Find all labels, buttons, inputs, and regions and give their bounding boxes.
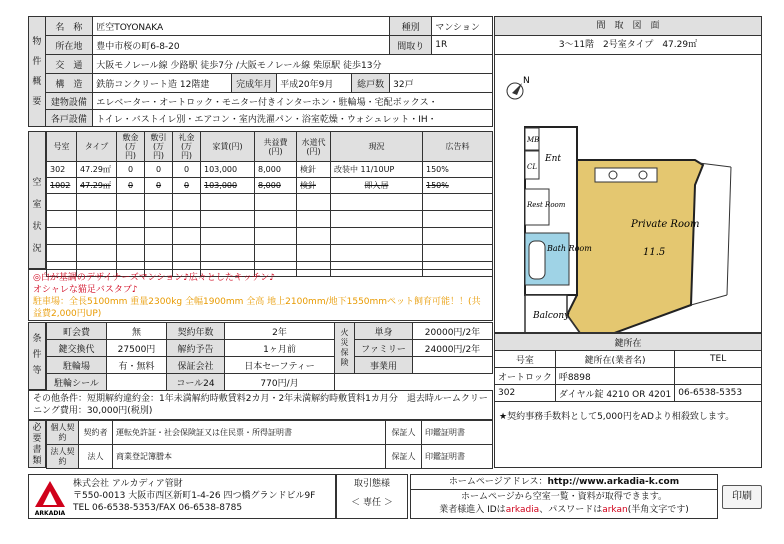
deal-label: 取引態様 — [353, 479, 390, 489]
property-side-label: 物件概要 — [29, 17, 46, 127]
kitchen-counter — [595, 168, 657, 182]
property-building-equipment: エレベーター・オートロック・モニター付きインターホン・駐輪場・宅配ボックス・ — [93, 93, 493, 110]
cond-label: ファミリー — [355, 340, 413, 357]
vacancy-row — [47, 162, 493, 178]
doc-guarantor-list: 印鑑証明書 — [422, 421, 493, 445]
cond-value — [413, 357, 493, 374]
vacancy-header: 家賃(円) — [201, 132, 255, 162]
floorplan-drawing — [495, 55, 761, 332]
label-layout: 間取り — [390, 36, 432, 55]
keys-title: 鍵所在 — [495, 334, 762, 351]
conditions-table — [46, 322, 493, 391]
room-label: Balcony — [533, 311, 570, 321]
vacancy-header: タイプ — [77, 132, 117, 162]
homepage-address-row — [411, 475, 717, 490]
fire-insurance-label: 火災保険 — [335, 323, 355, 374]
label-name: 名 称 — [45, 17, 93, 36]
floorplan-title: 間 取 図 面 — [495, 17, 761, 36]
cond-value: 770円/月 — [225, 374, 335, 391]
cond-value: 無 — [107, 323, 167, 340]
label-structure: 構 造 — [45, 74, 93, 93]
homepage-line2: 業者様進入 IDはarkadia、パスワードはarkan(半角文字です) — [439, 505, 689, 515]
doc-corporate: 法人 — [79, 445, 113, 469]
property-type: マンション — [432, 17, 493, 36]
cond-value: 20000円/2年 — [413, 323, 493, 340]
homepage-label: ホームページアドレス： — [448, 477, 548, 487]
property-built: 平成20年9月 — [277, 74, 352, 93]
property-access: 大阪モノレール線 少路駅 徒歩7分 /大阪モノレール線 柴原駅 徒歩13分 — [93, 55, 493, 74]
vacancy-cell: 即入居 — [331, 178, 423, 194]
vacancy-row-empty — [47, 194, 493, 211]
remarks-box — [28, 269, 493, 321]
vacancy-header: 現況 — [331, 132, 423, 162]
doc-guarantor: 保証人 — [386, 445, 422, 469]
cond-label: コール24 — [167, 374, 225, 391]
vacancy-cell: 103,000 — [201, 178, 255, 194]
homepage-box — [410, 474, 718, 519]
keys-note: ★契約事務手数料として5,000円をADより相殺致します。 — [499, 412, 735, 422]
compass-icon — [507, 76, 530, 99]
label-built: 完成年月 — [232, 74, 277, 93]
vacancy-header: 礼金(万円) — [173, 132, 201, 162]
vacancy-cell: 0 — [173, 178, 201, 194]
remarks-parking: 駐車場：全長5100mm 重量2300kg 全幅1900mm 全高 地上2100mm/地下1550mmペット飼育可能！！(共益費2,000円UP) — [33, 297, 481, 319]
vacancy-cell: 8,000 — [255, 162, 297, 178]
vacancy-cell: 検針 — [297, 162, 331, 178]
vacancy-row-empty — [47, 228, 493, 245]
vacancy-cell: 103,000 — [201, 162, 255, 178]
cond-label: 保証会社 — [167, 357, 225, 374]
room-label: Ent — [545, 154, 561, 164]
vacancy-cell: 8,000 — [255, 178, 297, 194]
north-label: N — [523, 76, 530, 86]
label-type: 種別 — [390, 17, 432, 36]
cond-label: 事業用 — [355, 357, 413, 374]
label-address: 所在地 — [45, 36, 93, 55]
homepage-pw: arkan — [602, 505, 628, 515]
homepage-id: arkadia — [505, 505, 540, 515]
label-building-equipment: 建物設備 — [45, 93, 93, 110]
keys-header: 号室 — [495, 351, 556, 368]
property-name: 匠空TOYONAKA — [93, 17, 390, 36]
vacancy-cell: 0 — [173, 162, 201, 178]
vacancy-side-label: 空室状況 — [28, 131, 46, 269]
keys-cell: ダイヤル錠 4210 OR 4201 — [555, 385, 674, 402]
remarks-line: オシャレな猫足バスタブ♪ — [33, 285, 138, 295]
print-button-label: 印刷 — [732, 491, 752, 502]
company-tel: TEL 06-6538-5353/FAX 06-6538-8785 — [73, 503, 243, 513]
company-name: 株式会社 アルカディア管財 — [73, 479, 183, 489]
room-label: Rest Room — [527, 201, 566, 209]
floorplan-panel — [494, 16, 762, 333]
cond-label: 町会費 — [47, 323, 107, 340]
cond-label: 駐輪シール — [47, 374, 107, 391]
keys-cell: 302 — [495, 385, 556, 402]
cond-label: 契約年数 — [167, 323, 225, 340]
company-address: 〒550-0013 大阪市西区新町1-4-26 四つ橋グランドビル9F — [73, 491, 316, 501]
private-room-label: Private Room — [631, 219, 700, 230]
cond-value: 24000円/2年 — [413, 340, 493, 357]
documents-table — [46, 420, 493, 469]
deal-box — [336, 474, 408, 519]
vacancy-header: 広告料 — [423, 132, 493, 162]
vacancy-cell: 47.29㎡ — [77, 162, 117, 178]
conditions-side-label: 条件等 — [28, 322, 46, 390]
property-layout: 1R — [432, 36, 493, 55]
room-label: CL — [527, 163, 538, 171]
company-box — [28, 474, 336, 519]
keys-cell: 呼8898 — [555, 368, 674, 385]
keys-cell: オートロック — [495, 368, 556, 385]
logo-text: ARKADIA — [34, 510, 66, 517]
doc-corporate-label: 法人契約 — [47, 445, 79, 469]
keys-table — [494, 333, 762, 402]
vacancy-cell: 47.29㎡ — [77, 178, 117, 194]
doc-contractor: 契約者 — [79, 421, 113, 445]
remarks-line: ◎白が基調のデザイナーズマンション♪広々としたキッチン♪ — [33, 273, 276, 283]
label-unit-equipment: 各戸設備 — [45, 110, 93, 127]
keys-note-box — [494, 401, 762, 468]
vacancy-cell: 150% — [423, 178, 493, 194]
vacancy-header: 敷引(万円) — [145, 132, 173, 162]
cond-label: 解約予告 — [167, 340, 225, 357]
deal-value: ＜ 専任 ＞ — [351, 498, 393, 508]
property-structure: 鉄筋コンクリート造 12階建 — [93, 74, 232, 93]
room-label: MB — [527, 136, 540, 144]
vacancy-header: 水道代(円) — [297, 132, 331, 162]
vacancy-row-empty — [47, 211, 493, 228]
property-address: 豊中市桜の町6-8-20 — [93, 36, 390, 55]
cond-value: 有・無料 — [107, 357, 167, 374]
vacancy-header: 敷金(万円) — [117, 132, 145, 162]
doc-guarantor: 保証人 — [386, 421, 422, 445]
vacancy-cell: 0 — [145, 178, 173, 194]
keys-header: TEL — [675, 351, 762, 368]
vacancy-header: 共益費(円) — [255, 132, 297, 162]
cond-label: 単身 — [355, 323, 413, 340]
label-access: 交 通 — [45, 55, 93, 74]
company-logo — [33, 479, 67, 517]
doc-personal-label: 個人契約 — [47, 421, 79, 445]
cond-value — [107, 374, 167, 391]
print-button[interactable] — [722, 485, 762, 509]
homepage-url[interactable]: http://www.arkadia-k.com — [547, 477, 680, 487]
other-conditions: その他条件：短期解約違約金：1年未満解約時敷賃料2カ月・2年未満解約時敷賃料1カ月分 退去時ルームクリーニング費用：30,000円(税別) — [28, 390, 493, 420]
vacancy-cell: 改装中 11/10UP — [331, 162, 423, 178]
vacancy-table — [46, 131, 493, 277]
cond-value: 2年 — [225, 323, 335, 340]
cond-value: 1ヶ月前 — [225, 340, 335, 357]
vacancy-cell: 302 — [47, 162, 77, 178]
keys-cell: 06-6538-5353 — [675, 385, 762, 402]
homepage-line1: ホームページから空室一覧・資料が取得できます。 — [460, 492, 668, 502]
cond-value: 27500円 — [107, 340, 167, 357]
vacancy-header: 号室 — [47, 132, 77, 162]
property-units: 32戸 — [390, 74, 493, 93]
vacancy-cell: 0 — [145, 162, 173, 178]
room-label: Bath Room — [547, 244, 592, 253]
documents-side-label: 必要書類 — [28, 420, 46, 468]
property-unit-equipment: トイレ・バストイレ別・エアコン・室内洗濯パン・浴室乾燥・ウォシュレット・IH・ — [93, 110, 493, 127]
cond-value: 日本セーフティー — [225, 357, 335, 374]
doc-personal-list: 運転免許証・社会保険証又は住民票・所得証明書 — [113, 421, 386, 445]
vacancy-cell: 1002 — [47, 178, 77, 194]
vacancy-cell: 0 — [117, 162, 145, 178]
doc-guarantor-list: 印鑑証明書 — [422, 445, 493, 469]
private-room-size: 11.5 — [643, 247, 666, 258]
vacancy-cell: 150% — [423, 162, 493, 178]
vacancy-row-empty — [47, 245, 493, 262]
floorplan-subtitle: 3～11階 2号室タイプ 47.29㎡ — [495, 36, 761, 55]
vacancy-cell: 検針 — [297, 178, 331, 194]
label-units: 総戸数 — [352, 74, 390, 93]
property-table — [28, 16, 493, 127]
keys-header: 鍵所在(業者名) — [555, 351, 674, 368]
cond-label: 鍵交換代 — [47, 340, 107, 357]
vacancy-row — [47, 178, 493, 194]
cond-label: 駐輪場 — [47, 357, 107, 374]
doc-corporate-list: 商業登記簿謄本 — [113, 445, 386, 469]
keys-cell — [675, 368, 762, 385]
vacancy-cell: 0 — [117, 178, 145, 194]
